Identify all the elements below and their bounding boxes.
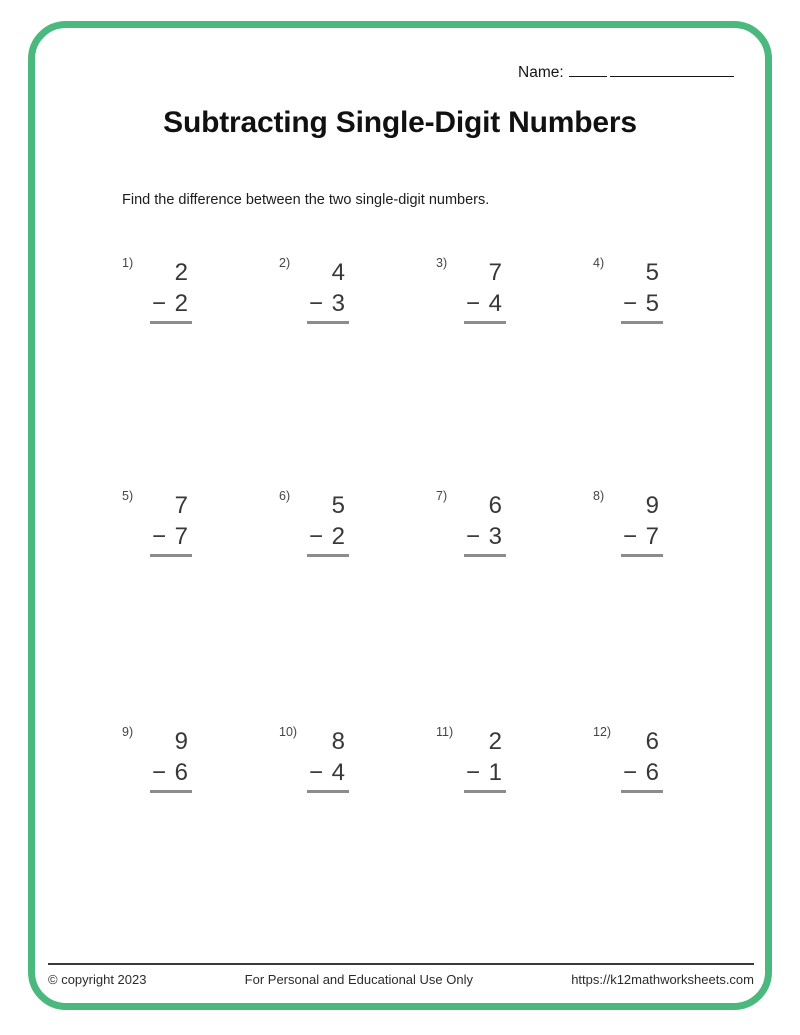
minuend: 2 [174,259,188,286]
minus-sign: − [466,290,481,317]
subtrahend: 4 [331,759,345,786]
problem-stack [307,493,349,557]
minuend: 6 [488,492,502,519]
problem-stack [307,260,349,324]
problem-number: 2) [279,256,291,270]
problem [593,251,750,484]
subtrahend: 6 [174,759,188,786]
problem-stack [150,729,192,793]
problem-stack [621,729,663,793]
answer-line [464,554,506,557]
minuend: 9 [645,492,659,519]
subtrahend: 4 [488,290,502,317]
name-line [569,60,607,77]
minus-sign: − [623,290,638,317]
subtrahend: 7 [645,523,659,550]
minus-sign: − [309,759,324,786]
subtrahend: 6 [645,759,659,786]
subtrahend: 7 [174,523,188,550]
subtrahend: 2 [331,523,345,550]
minuend: 7 [488,259,502,286]
answer-line [150,321,192,324]
minus-sign: − [309,290,324,317]
problem-number: 5) [122,489,134,503]
minus-sign: − [623,523,638,550]
answer-line [307,321,349,324]
problem-number: 6) [279,489,291,503]
footer [48,972,754,987]
minus-sign: − [152,523,167,550]
answer-line [307,790,349,793]
minus-sign: − [466,759,481,786]
problem-number: 4) [593,256,605,270]
subtrahend: 3 [331,290,345,317]
problem [279,251,436,484]
minus-sign: − [309,523,324,550]
minus-sign: − [152,759,167,786]
answer-line [464,790,506,793]
problem [122,720,279,830]
problem [279,720,436,830]
problem-stack [621,260,663,324]
subtrahend: 5 [645,290,659,317]
problem [593,720,750,830]
answer-line [464,321,506,324]
problem-stack [307,729,349,793]
subtrahend: 1 [488,759,502,786]
usage-text: For Personal and Educational Use Only [244,972,474,987]
answer-line [621,321,663,324]
answer-line [307,554,349,557]
problem [436,251,593,484]
website-url: https://k12mathworksheets.com [571,972,754,987]
problem-number: 10) [279,725,298,739]
problem-stack [150,260,192,324]
minuend: 6 [645,728,659,755]
minuend: 8 [331,728,345,755]
answer-line [150,790,192,793]
page-title: Subtracting Single-Digit Numbers [163,106,637,139]
name-field [518,60,734,82]
problem [436,484,593,720]
minuend: 9 [174,728,188,755]
minuend: 7 [174,492,188,519]
problem-stack [150,493,192,557]
minus-sign: − [623,759,638,786]
problem-number: 8) [593,489,605,503]
problem [122,251,279,484]
subtrahend: 3 [488,523,502,550]
name-label: Name: [518,64,564,81]
footer-divider [48,963,754,965]
problem-number: 3) [436,256,448,270]
minuend: 4 [331,259,345,286]
problem [593,484,750,720]
answer-line [621,790,663,793]
minus-sign: − [152,290,167,317]
problem [436,720,593,830]
problem-stack [464,493,506,557]
name-line [610,60,734,77]
problem-number: 1) [122,256,134,270]
copyright-text: © copyright 2023 [48,972,147,987]
problem-stack [621,493,663,557]
problem-number: 7) [436,489,448,503]
problem [122,484,279,720]
problem [279,484,436,720]
problem-number: 11) [436,725,454,739]
problem-stack [464,260,506,324]
instruction-text: Find the difference between the two single-digit numbers. [122,192,490,208]
problem-stack [464,729,506,793]
answer-line [621,554,663,557]
minuend: 5 [331,492,345,519]
minuend: 2 [488,728,502,755]
problem-number: 9) [122,725,134,739]
answer-line [150,554,192,557]
minuend: 5 [645,259,659,286]
subtrahend: 2 [174,290,188,317]
problems-grid [122,251,750,830]
minus-sign: − [466,523,481,550]
problem-number: 12) [593,725,612,739]
